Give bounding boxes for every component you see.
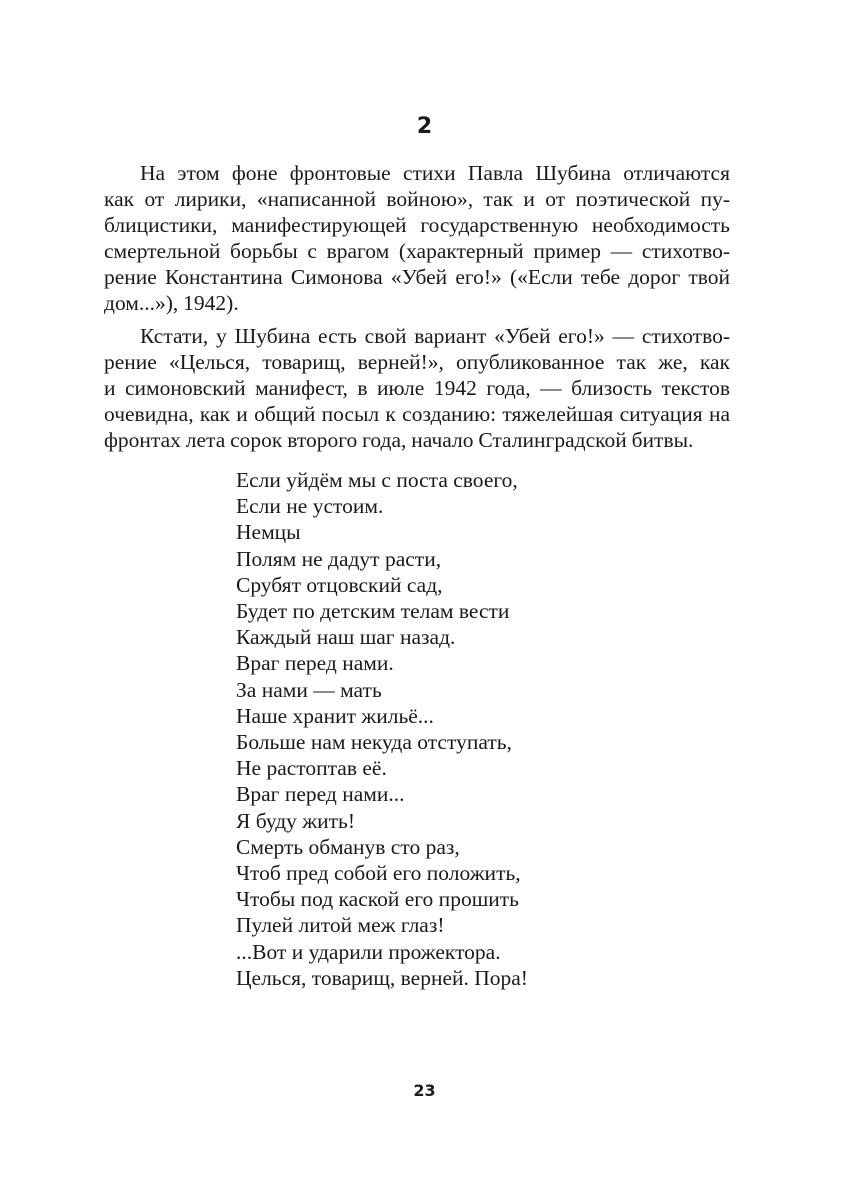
page-number: 23	[413, 1081, 436, 1100]
paragraph-line: фронтах лета сорок второго года, начало Сталинградской битвы.	[104, 428, 694, 452]
paragraph-line: Кстати, у Шубина есть свой вариант «Убей его!» — стихотво-	[140, 324, 730, 348]
poem-line: Немцы	[236, 520, 301, 545]
body-text	[104, 160, 730, 460]
poem-line: Больше нам некуда отступать,	[236, 730, 512, 755]
poem-line: Пулей литой меж глаз!	[236, 913, 445, 938]
poem-line: Срубят отцовский сад,	[236, 572, 443, 597]
poem-line: Чтоб пред собой его положить,	[236, 861, 521, 886]
poem-line: ...Вот и ударили прожектора.	[236, 939, 501, 964]
paragraph-1	[104, 160, 730, 316]
paragraph-line: очевидна, как и общий посыл к созданию: тяжелейшая ситуация на	[104, 402, 730, 426]
paragraph-line: как от лирики, «написанной войною», так и от поэтической пу-	[104, 187, 730, 211]
section-number: 2	[416, 114, 433, 139]
poem-line: Не растоптав её.	[236, 756, 387, 781]
poem-line: Смерть обманув сто раз,	[236, 834, 460, 859]
poem-line: Я буду жить!	[236, 808, 356, 833]
paragraph-line: рение «Целься, товарищ, верней!», опубликованное так же, как	[104, 350, 730, 374]
poem-line: Если уйдём мы с поста своего,	[236, 468, 518, 492]
poem-line: Враг перед нами...	[236, 782, 405, 807]
paragraph-2	[104, 323, 730, 453]
poem-line: Целься, товарищ, верней. Пора!	[236, 965, 528, 990]
paragraph-line: дом...»), 1942).	[104, 291, 239, 315]
poem-line: За нами — мать	[236, 677, 382, 702]
paragraph-line: На этом фоне фронтовые стихи Павла Шубина отличаются	[140, 161, 730, 185]
poem-line: Полям не дадут расти,	[236, 546, 442, 571]
poem-line: Каждый наш шаг назад.	[236, 625, 456, 650]
poem-line: Наше хранит жильё...	[236, 703, 434, 728]
poem-line: Если не устоим.	[236, 494, 384, 519]
poem-line: Будет по детским телам вести	[236, 599, 510, 624]
poem-line: Враг перед нами.	[236, 651, 394, 676]
paragraph-line: смертельной борьбы с врагом (характерный пример — стихотво-	[104, 239, 730, 263]
poem-line: Чтобы под каской его прошить	[236, 887, 519, 912]
paragraph-line: и симоновский манифест, в июле 1942 года, — близость текстов	[104, 376, 730, 400]
paragraph-line: блицистики, манифестирующей государственную необходимость	[104, 213, 730, 237]
paragraph-line: рение Константина Симонова «Убей его!» («Если тебе дорог твой	[104, 265, 730, 289]
poem	[236, 467, 528, 991]
